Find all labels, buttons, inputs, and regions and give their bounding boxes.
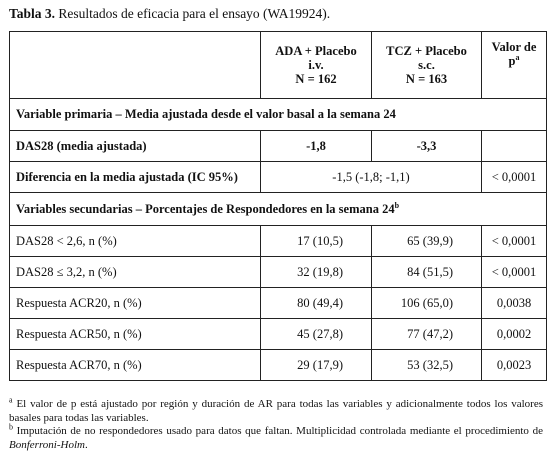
section-primary-title: Variable primaria – Media ajustada desde el valor basal a la semana 24 xyxy=(10,99,547,131)
header-pvalue xyxy=(482,32,547,99)
section-secondary-row xyxy=(10,193,547,226)
table-caption xyxy=(9,6,330,22)
footnote-a xyxy=(9,395,543,425)
header-tcz-line3: N = 163 xyxy=(405,72,448,86)
header-pvalue-sup: a xyxy=(515,52,520,62)
row-tcz: 53 (32,5) xyxy=(372,350,482,381)
section-primary-row xyxy=(10,99,547,131)
section-secondary-cell xyxy=(10,193,547,226)
results-table xyxy=(9,31,547,381)
footnote-b-italic: Bonferroni-Holm xyxy=(9,438,85,451)
difference-label: Diferencia en la media ajustada (IC 95%) xyxy=(10,162,261,193)
row-label: Respuesta ACR50, n (%) xyxy=(10,319,261,350)
header-empty-cell xyxy=(10,32,261,99)
footnote-b-mark: b xyxy=(9,422,13,432)
table-row xyxy=(10,350,547,381)
footnote-b-text: Imputación de no respondedores usado para datos que faltan. Multiplicidad controlada mediante el procedimiento de xyxy=(13,425,543,437)
row-label: DAS28 < 2,6, n (%) xyxy=(10,226,261,257)
row-ada: 32 (19,8) xyxy=(261,257,372,288)
row-tcz: 77 (47,2) xyxy=(372,319,482,350)
header-ada-line3: N = 162 xyxy=(295,72,337,86)
row-p: 0,0038 xyxy=(482,288,547,319)
row-label: Respuesta ACR20, n (%) xyxy=(10,288,261,319)
table-row xyxy=(10,257,547,288)
header-tcz xyxy=(372,32,482,99)
footnote-a-text: El valor de p está ajustado por región y duración de AR para todas las variables y adicionalmente todos los valores basales para todas las variables. xyxy=(9,398,543,424)
header-ada xyxy=(261,32,372,99)
row-p: < 0,0001 xyxy=(482,226,547,257)
row-ada: 80 (49,4) xyxy=(261,288,372,319)
row-label: DAS28 ≤ 3,2, n (%) xyxy=(10,257,261,288)
caption-text: Resultados de eficacia para el ensayo (WA19924). xyxy=(55,6,331,21)
difference-value: -1,5 (-1,8; -1,1) xyxy=(261,162,482,193)
header-tcz-line1: TCZ + Placebo xyxy=(386,44,467,58)
header-pvalue-text: Valor de p xyxy=(491,40,537,68)
section-secondary-sup: b xyxy=(394,200,400,210)
row-tcz: 84 (51,5) xyxy=(372,257,482,288)
header-ada-line1: ADA + Placebo xyxy=(275,44,357,58)
das28-mean-p xyxy=(482,131,547,162)
section-secondary-title: Variables secundarias – Porcentajes de Respondedores en la semana 24 xyxy=(16,201,395,216)
row-ada: 29 (17,9) xyxy=(261,350,372,381)
row-p: 0,0002 xyxy=(482,319,547,350)
table-row xyxy=(10,319,547,350)
row-ada: 45 (27,8) xyxy=(261,319,372,350)
row-ada: 17 (10,5) xyxy=(261,226,372,257)
table-row xyxy=(10,226,547,257)
table-row xyxy=(10,288,547,319)
footnotes xyxy=(9,395,543,452)
difference-p: < 0,0001 xyxy=(482,162,547,193)
row-p: 0,0023 xyxy=(482,350,547,381)
caption-label: Tabla 3. xyxy=(9,6,56,21)
das28-mean-row xyxy=(10,131,547,162)
header-tcz-line2: s.c. xyxy=(418,58,435,72)
das28-mean-ada: -1,8 xyxy=(261,131,372,162)
row-label: Respuesta ACR70, n (%) xyxy=(10,350,261,381)
row-tcz: 106 (65,0) xyxy=(372,288,482,319)
row-p: < 0,0001 xyxy=(482,257,547,288)
footnote-b-end: . xyxy=(84,438,88,451)
footnote-a-mark: a xyxy=(9,395,13,405)
difference-row xyxy=(10,162,547,193)
header-row xyxy=(10,32,547,99)
footnote-b xyxy=(9,422,543,452)
row-tcz: 65 (39,9) xyxy=(372,226,482,257)
das28-mean-label: DAS28 (media ajustada) xyxy=(10,131,261,162)
header-ada-line2: i.v. xyxy=(308,58,324,72)
das28-mean-tcz: -3,3 xyxy=(372,131,482,162)
